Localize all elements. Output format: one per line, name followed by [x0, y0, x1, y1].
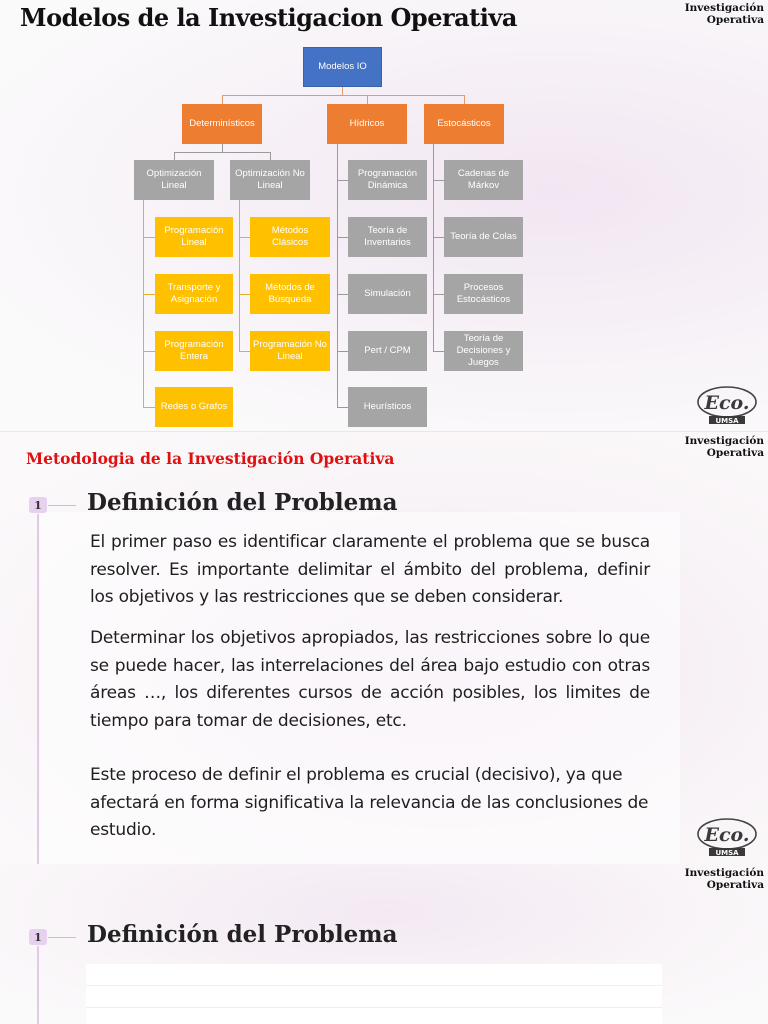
eco-umsa-logo: [696, 383, 758, 427]
brand-label: Investigación Operativa: [684, 435, 764, 459]
chart-node-nolineal-item: Métodos de Búsqueda: [250, 274, 330, 314]
step-connector: [48, 505, 76, 506]
chart-node-estocasticos-item: Cadenas de Márkov: [444, 160, 523, 200]
chart-node-lineal-item: Programación Entera: [155, 331, 233, 371]
paragraph: Determinar los objetivos apropiados, las restricciones sobre lo que se puede hacer, las interrelaciones del área bajo estudio con otras áreas …, los diferentes cursos de acción posibles, los limites de tiempo para tomar de decisiones, etc.: [90, 628, 650, 731]
paragraph: Este proceso de definir el problema es crucial (decisivo), ya que afectará en forma significativa la relevancia de las conclusiones de estudio.: [90, 765, 649, 840]
chart-node-hibridos-item: Simulación: [348, 274, 427, 314]
chart-node-hibridos: Hídricos: [327, 104, 407, 144]
chart-node-hibridos-item: Pert / CPM: [348, 331, 427, 371]
brand-label: Investigación Operativa: [684, 2, 764, 26]
chart-node-hibridos-item: Teoría de Inventarios: [348, 217, 427, 257]
slide-title: Modelos de la Investigacion Operativa: [20, 3, 517, 32]
slide-metodologia: [0, 431, 768, 865]
step-title: Definición del Problema: [87, 921, 398, 948]
step-number-badge: 1: [29, 929, 47, 945]
timeline-line: [37, 946, 39, 1024]
chart-node-hibridos-item: Programación Dinámica: [348, 160, 427, 200]
chart-node-optimizacion-no-lineal: Optimización No Lineal: [230, 160, 310, 200]
chart-node-lineal-item: Redes o Grafos: [155, 387, 233, 427]
slide-modelos: [0, 0, 768, 431]
chart-node-estocasticos-item: Procesos Estocásticos: [444, 274, 523, 314]
svg-text:UMSA: UMSA: [715, 849, 739, 857]
svg-text:Eco.: Eco.: [704, 824, 750, 846]
chart-node-optimizacion-lineal: Optimización Lineal: [134, 160, 214, 200]
step-number-badge: 1: [29, 497, 47, 513]
chart-node-estocasticos-item: Teoría de Colas: [444, 217, 523, 257]
slide-definicion: [0, 864, 768, 1024]
step-title: Definición del Problema: [87, 489, 398, 516]
step-connector: [48, 937, 76, 938]
brand-label: Investigación Operativa: [684, 867, 764, 891]
slide-subtitle: Metodologia de la Investigación Operativa: [26, 449, 395, 468]
eco-umsa-logo: [696, 815, 758, 859]
chart-node-nolineal-item: Métodos Clásicos: [250, 217, 330, 257]
chart-node-lineal-item: Transporte y Asignación: [155, 274, 233, 314]
chart-node-lineal-item: Programación Lineal: [155, 217, 233, 257]
content-panel: [86, 964, 662, 1024]
chart-node-nolineal-item: Programación No Lineal: [250, 331, 330, 371]
chart-node-estocasticos-item: Teoría de Decisiones y Juegos: [444, 331, 523, 371]
timeline-line: [37, 514, 39, 865]
svg-text:Eco.: Eco.: [704, 392, 750, 414]
chart-node-deterministicos: Determinísticos: [182, 104, 262, 144]
svg-text:UMSA: UMSA: [715, 417, 739, 425]
paragraph: El primer paso es identificar claramente el problema que se busca resolver. Es importante delimitar el ámbito del problema, definir los objetivos y las restricciones que se deben considerar.: [90, 532, 650, 607]
chart-node-hibridos-item: Heurísticos: [348, 387, 427, 427]
chart-node-estocasticos: Estocásticos: [424, 104, 504, 144]
chart-node-root: Modelos IO: [303, 47, 382, 87]
